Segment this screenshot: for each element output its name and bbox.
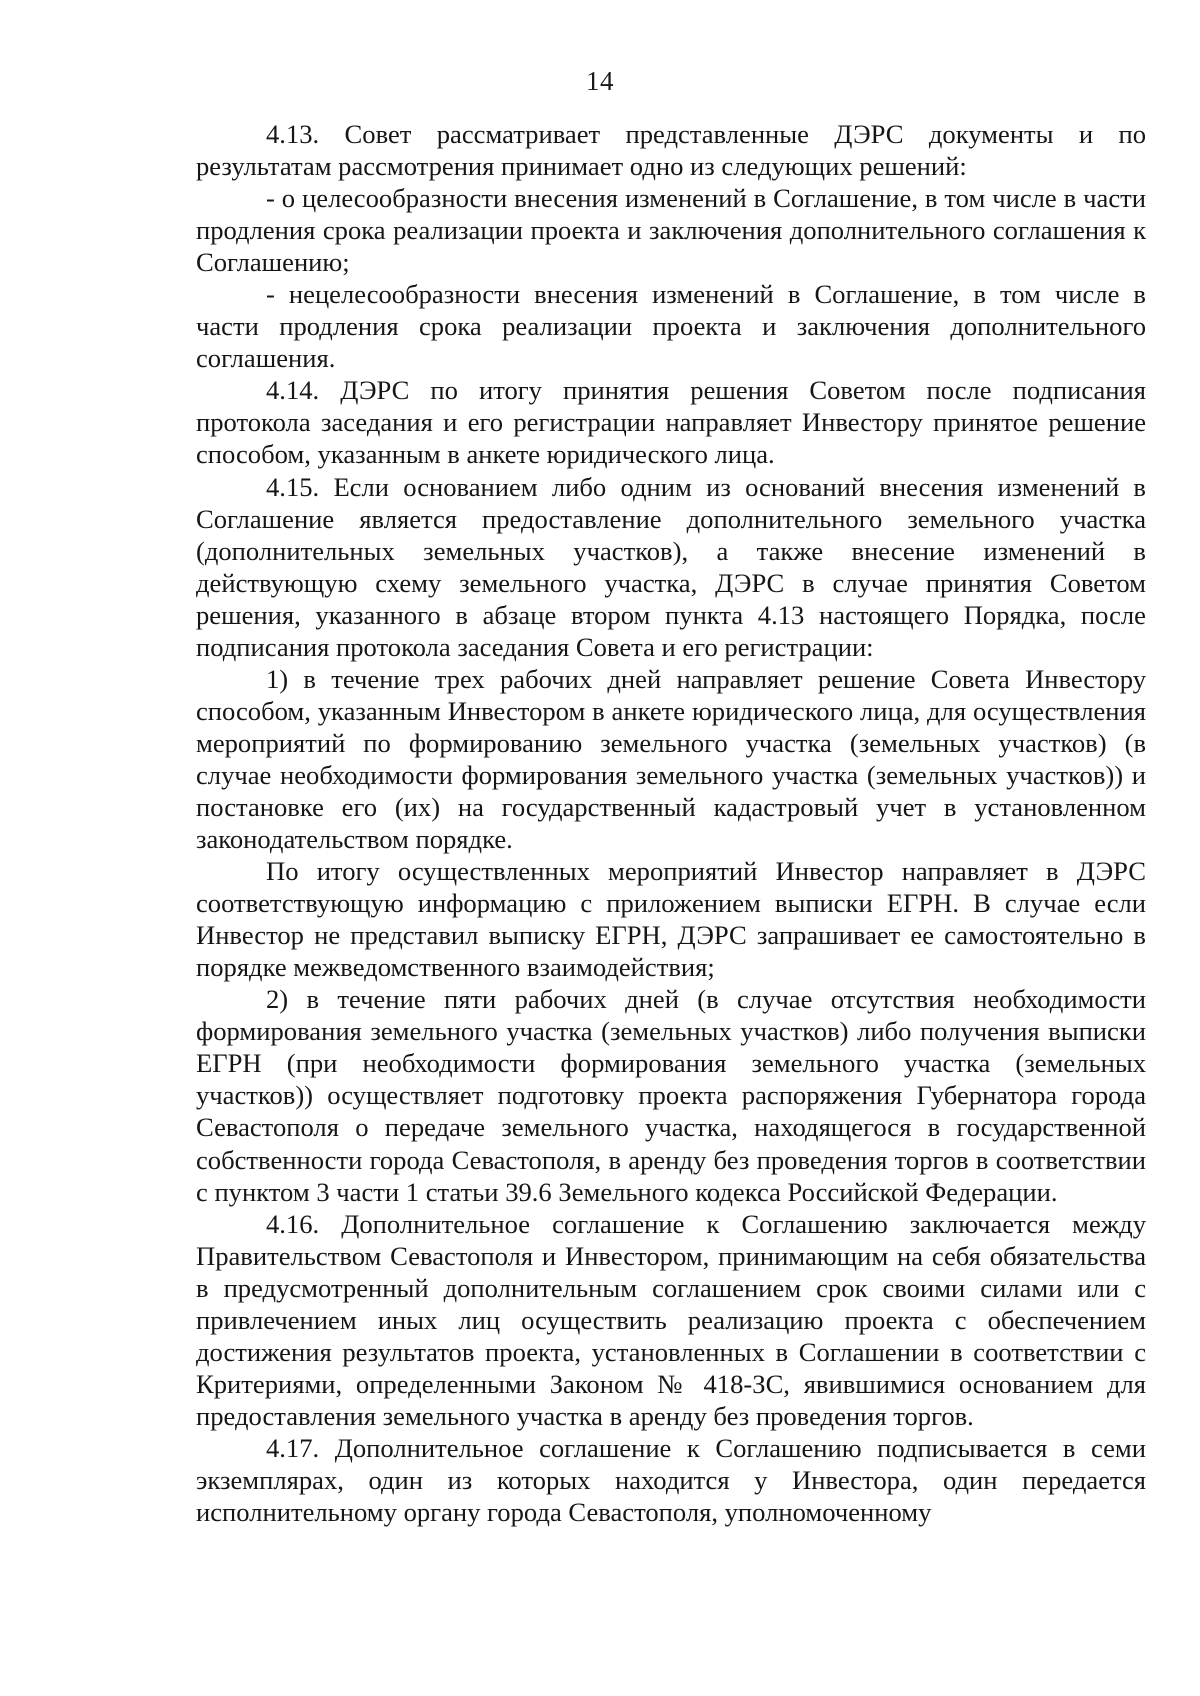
paragraph-4-16: 4.16. Дополнительное соглашение к Соглашению заключается между Правительством Севастополя и Инвестором, принимающим на себя обязательства в предусмотренный дополнительным соглашением срок своими силами или с привлечением иных лиц осуществить реализацию проекта с обеспечением достижения результатов проекта, установленных в Соглашении в соответствии с Критериями, определенными Законом № 418-ЗС, явившимися основанием для предоставления земельного участка в аренду без проведения торгов. bbox=[196, 1208, 1146, 1431]
paragraph-4-17: 4.17. Дополнительное соглашение к Соглашению подписывается в семи экземплярах, один из которых находится у Инвестора, один передается исполнительному органу города Севастополя, уполномоченному bbox=[196, 1432, 1146, 1528]
list-item-expedient: - о целесообразности внесения изменений в Соглашение, в том числе в части продления срока реализации проекта и заключения дополнительного соглашения к Соглашению; bbox=[196, 183, 1146, 278]
page-number: 14 bbox=[586, 66, 614, 96]
list-item-1: 1) в течение трех рабочих дней направляет решение Совета Инвестору способом, указанным Инвестором в анкете юридического лица, для осуществления мероприятий по формированию земельного участка (земельных участков) (в случае необходимости формирования земельного участка (земельных участков)) и постановке его (их) на государственный кадастровый учет в установленном законодательством порядке. bbox=[196, 663, 1146, 855]
paragraph-4-13: 4.13. Совет рассматривает представленные ДЭРС документы и по результатам рассмотрения принимает одно из следующих решений: bbox=[196, 119, 1146, 182]
paragraph-egrn: По итогу осуществленных мероприятий Инвестор направляет в ДЭРС соответствующую информацию с приложением выписки ЕГРН. В случае если Инвестор не представил выписку ЕГРН, ДЭРС запрашивает ее самостоятельно в порядке межведомственного взаимодействия; bbox=[196, 856, 1146, 983]
paragraph-4-14: 4.14. ДЭРС по итогу принятия решения Советом после подписания протокола заседания и его регистрации направляет Инвестору принятое решение способом, указанным в анкете юридического лица. bbox=[196, 375, 1146, 470]
list-item-2: 2) в течение пяти рабочих дней (в случае отсутствия необходимости формирования земельного участка (земельных участков) либо получения выписки ЕГРН (при необходимости формирования земельного участка (земельных участков)) осуществляет подготовку проекта распоряжения Губернатора города Севастополя о передаче земельного участка, находящегося в государственной собственности города Севастополя, в аренду без проведения торгов в соответствии с пунктом 3 части 1 статьи 39.6 Земельного кодекса Российской Федерации. bbox=[196, 984, 1146, 1207]
list-item-inexpedient: - нецелесообразности внесения изменений в Соглашение, в том числе в части продления срока реализации проекта и заключения дополнительного соглашения. bbox=[196, 279, 1146, 374]
document-body bbox=[196, 118, 1146, 1528]
paragraph-4-15: 4.15. Если основанием либо одним из оснований внесения изменений в Соглашение является предоставление дополнительного земельного участка (дополнительных земельных участков), а также внесение изменений в действующую схему земельного участка, ДЭРС в случае принятия Советом решения, указанного в абзаце втором пункта 4.13 настоящего Порядка, после подписания протокола заседания Совета и его регистрации: bbox=[196, 471, 1146, 662]
